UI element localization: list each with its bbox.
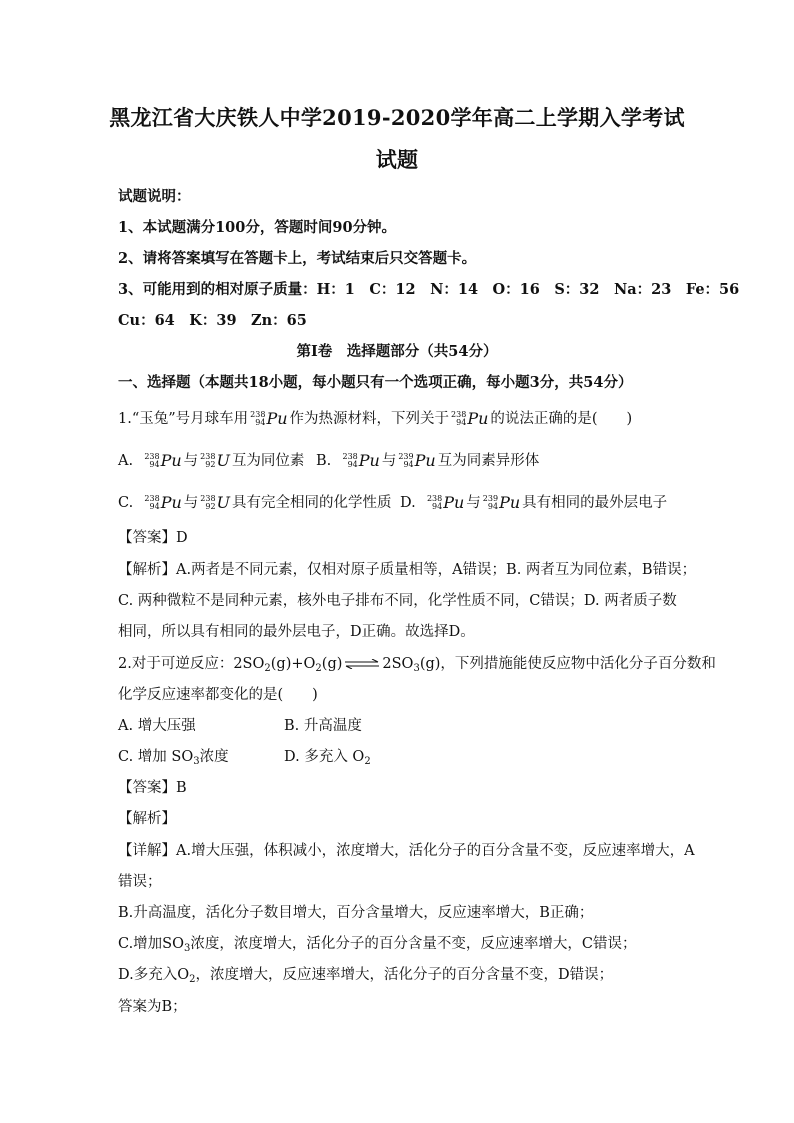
- isotope-symbol: U: [216, 451, 230, 470]
- q2-stem-line2: 化学反应速率都变化的是( ): [118, 687, 318, 703]
- subscript: 3: [184, 943, 191, 954]
- isotope-mass: 238: [342, 452, 358, 461]
- detail-text: 浓度，浓度增大，活化分子的百分含量不变，反应速率增大，C错误；: [190, 936, 637, 952]
- option-connector: 与: [381, 453, 397, 469]
- q2-option-a: A. 增大压强: [118, 718, 196, 734]
- q2-conclusion: 答案为B；: [118, 999, 187, 1015]
- q1-option-c: [118, 492, 392, 514]
- isotope-pu238: [144, 450, 181, 472]
- instruction-item-3: 3、可能用到的相对原子质量：H：1 C：12 N：14 O：16 S：32 Na：23 Fe：56: [118, 281, 740, 298]
- isotope-z: 92: [205, 460, 216, 469]
- isotope-mass: 238: [451, 410, 467, 419]
- q1-option-d: [400, 492, 667, 514]
- q1-stem-text-b: 作为热源材料，下列关于: [289, 411, 450, 427]
- isotope-symbol: Pu: [443, 493, 465, 512]
- option-text: D. 多充入 O: [284, 749, 365, 765]
- isotope-symbol: Pu: [467, 409, 489, 428]
- option-connector: 与: [183, 453, 199, 469]
- q1-analysis-line2: C. 两种微粒不是同种元素，核外电子排布不同，化学性质不同，C错误；D. 两者质子数: [118, 593, 677, 609]
- instructions-heading: 试题说明：: [118, 188, 191, 205]
- isotope-z: 94: [432, 502, 443, 511]
- isotope-mass: 238: [200, 452, 216, 461]
- isotope-mass: 239: [398, 452, 414, 461]
- option-label: B.: [316, 453, 332, 469]
- q2-stem-part: (g): [321, 656, 343, 672]
- isotope-pu238: [342, 450, 379, 472]
- detail-text: ，浓度增大，反应速率增大，活化分子的百分含量不变，D错误；: [195, 967, 614, 983]
- q2-detail-line3: B.升高温度，活化分子数目增大，百分含量增大，反应速率增大，B正确；: [118, 905, 594, 921]
- subscript: 2: [315, 663, 322, 674]
- subscript: 2: [264, 663, 271, 674]
- isotope-symbol: Pu: [160, 451, 182, 470]
- option-connector: 与: [183, 495, 199, 511]
- q2-detail-line2: 错误；: [118, 874, 162, 890]
- isotope-z: 94: [255, 418, 266, 427]
- detail-text: C.增加SO: [118, 936, 185, 952]
- instruction-item-3b: Cu：64 K：39 Zn：65: [118, 312, 307, 329]
- subscript: 3: [193, 756, 200, 767]
- option-label: A.: [118, 453, 134, 469]
- isotope-mass: 238: [426, 494, 443, 503]
- isotope-z: 94: [149, 502, 160, 511]
- isotope-pu238: [427, 492, 464, 514]
- option-text: 具有相同的最外层电子: [522, 495, 668, 511]
- isotope-pu239: [398, 450, 435, 472]
- q2-detail-line4: [118, 933, 694, 960]
- q2-detail-line5: [118, 964, 694, 991]
- q2-option-b: B. 升高温度: [284, 718, 362, 734]
- isotope-mass: 238: [144, 494, 160, 503]
- q2-detail-line1: 【详解】A.增大压强，体积减小，浓度增大，活化分子的百分含量不变，反应速率增大，A: [118, 843, 695, 859]
- q2-option-c: [118, 746, 229, 773]
- q1-option-b: [316, 450, 539, 472]
- doc-title-line2: 试题: [375, 147, 419, 172]
- isotope-pu239: [483, 492, 520, 514]
- isotope-z: 94: [456, 418, 467, 427]
- q1-option-a: [118, 450, 304, 472]
- q1-analysis-line1: 【解析】A.两者是不同元素，仅相对原子质量相等，A错误；B. 两者互为同位素，B错误；: [118, 562, 697, 578]
- q2-stem-line1: [118, 653, 716, 680]
- isotope-pu238: [250, 408, 287, 430]
- isotope-symbol: Pu: [358, 451, 380, 470]
- q2-analysis-heading: 【解析】: [118, 811, 176, 827]
- isotope-mass: 238: [250, 410, 266, 419]
- q1-answer: 【答案】D: [118, 530, 188, 546]
- option-text: 互为同位素: [231, 453, 305, 469]
- option-text: 具有完全相同的化学性质: [232, 495, 392, 511]
- isotope-u238: [200, 450, 230, 472]
- isotope-symbol: Pu: [266, 409, 288, 428]
- doc-title-line1: 黑龙江省大庆铁人中学2019-2020学年高二上学期入学考试: [109, 105, 685, 130]
- option-text: C. 增加 SO: [118, 749, 194, 765]
- instruction-item-2: 2、请将答案填写在答题卡上，考试结束后只交答题卡。: [118, 250, 477, 267]
- option-text: 浓度: [199, 749, 229, 765]
- q1-stem-text-c: 的说法正确的是( ): [490, 411, 633, 427]
- section-title: 第Ⅰ卷 选择题部分（共54分）: [296, 343, 498, 360]
- isotope-mass: 238: [200, 494, 216, 503]
- isotope-mass: 239: [482, 494, 499, 503]
- option-connector: 与: [466, 495, 481, 511]
- isotope-symbol: Pu: [414, 451, 436, 470]
- isotope-symbol: U: [216, 493, 231, 512]
- isotope-z: 94: [149, 460, 160, 469]
- q2-stem-part: 2.对于可逆反应：2SO: [118, 656, 265, 672]
- isotope-symbol: Pu: [160, 493, 182, 512]
- equilibrium-arrow-icon: [344, 659, 380, 669]
- q2-stem-part: (g)，下列措施能使反应物中活化分子百分数和: [419, 656, 716, 672]
- part-title: 一、选择题（本题共18小题，每小题只有一个选项正确，每小题3分，共54分）: [118, 374, 633, 391]
- isotope-mass: 238: [144, 452, 160, 461]
- option-label: D.: [400, 495, 416, 511]
- option-text: 互为同素异形体: [437, 453, 540, 469]
- isotope-z: 94: [403, 460, 414, 469]
- subscript: 3: [413, 663, 420, 674]
- isotope-z: 94: [347, 460, 358, 469]
- subscript: 2: [189, 974, 196, 985]
- q2-answer: 【答案】B: [118, 780, 187, 796]
- q1-analysis-line3: 相同，所以具有相同的最外层电子，D正确。故选择D。: [118, 624, 475, 640]
- isotope-symbol: Pu: [499, 493, 521, 512]
- isotope-z: 92: [205, 502, 216, 511]
- isotope-pu238: [144, 492, 181, 514]
- isotope-u238: [200, 492, 230, 514]
- detail-text: D.多充入O: [118, 967, 190, 983]
- subscript: 2: [364, 756, 371, 767]
- instruction-item-1: 1、本试题满分100分，答题时间90分钟。: [118, 219, 397, 236]
- q1-stem-text-a: 1.“玉兔”号月球车用: [118, 411, 249, 427]
- q1-stem: [118, 408, 694, 430]
- isotope-pu238: [451, 408, 488, 430]
- option-label: C.: [118, 495, 134, 511]
- q2-stem-part: 2SO: [382, 656, 414, 672]
- q2-stem-part: (g)+O: [270, 656, 316, 672]
- isotope-z: 94: [487, 502, 499, 511]
- q2-option-d: [284, 746, 371, 773]
